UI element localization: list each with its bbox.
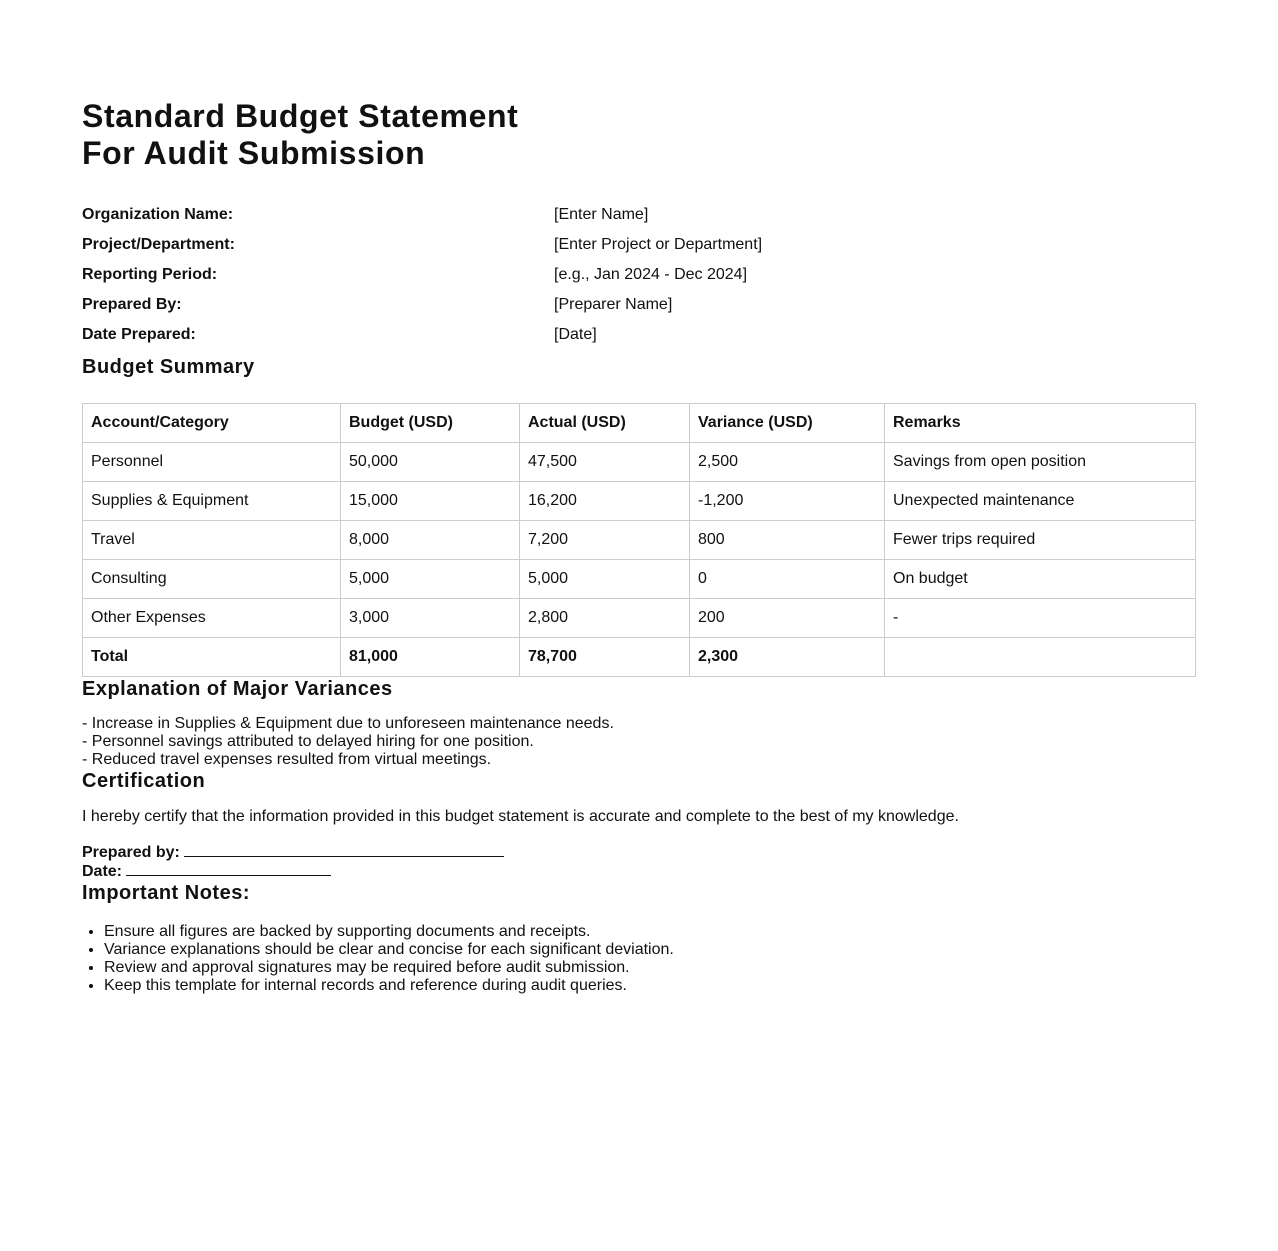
info-value: [Enter Name]	[554, 206, 649, 223]
date-label: Date:	[82, 863, 123, 880]
total-cell: Total	[83, 638, 341, 677]
table-cell: 5,000	[341, 560, 520, 599]
table-cell: 5,000	[520, 560, 690, 599]
info-label: Prepared By:	[82, 296, 182, 313]
info-label: Reporting Period:	[82, 266, 218, 283]
table-row	[83, 521, 1196, 560]
budget-summary-heading: Budget Summary	[82, 356, 255, 378]
column-header: Remarks	[885, 404, 1196, 443]
table-cell: Personnel	[83, 443, 341, 482]
total-cell	[885, 638, 1196, 677]
column-header: Actual (USD)	[520, 404, 690, 443]
table-cell: Consulting	[83, 560, 341, 599]
table-cell: 200	[690, 599, 885, 638]
table-cell: On budget	[885, 560, 1196, 599]
table-cell: 50,000	[341, 443, 520, 482]
list-item: • Variance explanations should be clear and concise for each significant deviation.	[104, 941, 1196, 959]
info-row-project	[82, 235, 1196, 265]
title-line-2: For Audit Submission	[82, 135, 426, 171]
prepared-by-label: Prepared by:	[82, 844, 180, 861]
variance-line: - Reduced travel expenses resulted from virtual meetings.	[82, 751, 492, 768]
list-item: • Review and approval signatures may be required before audit submission.	[104, 959, 1196, 977]
important-notes-heading: Important Notes:	[82, 882, 250, 904]
table-cell: 15,000	[341, 482, 520, 521]
prepared-by-signature-line	[184, 843, 504, 857]
table-cell: Other Expenses	[83, 599, 341, 638]
date-line	[82, 862, 1196, 881]
info-value: [e.g., Jan 2024 - Dec 2024]	[554, 266, 748, 283]
column-header: Budget (USD)	[341, 404, 520, 443]
date-signature-line	[126, 862, 331, 876]
total-cell: 78,700	[520, 638, 690, 677]
info-row-date-prepared	[82, 325, 1196, 355]
info-label: Date Prepared:	[82, 326, 196, 343]
total-cell: 81,000	[341, 638, 520, 677]
list-item: • Ensure all figures are backed by supporting documents and receipts.	[104, 923, 1196, 941]
prepared-by-line	[82, 843, 1196, 862]
info-value: [Enter Project or Department]	[554, 236, 763, 253]
budget-statement-document	[82, 98, 1196, 995]
table-cell: 47,500	[520, 443, 690, 482]
info-label: Organization Name:	[82, 206, 234, 223]
table-cell: Travel	[83, 521, 341, 560]
certification-heading: Certification	[82, 770, 206, 792]
info-row-organization	[82, 205, 1196, 235]
document-title	[82, 98, 1196, 172]
table-cell: 2,500	[690, 443, 885, 482]
table-cell: 16,200	[520, 482, 690, 521]
table-cell: Supplies & Equipment	[83, 482, 341, 521]
list-item: • Keep this template for internal records and reference during audit queries.	[104, 977, 1196, 995]
title-line-1: Standard Budget Statement	[82, 98, 519, 134]
column-header: Variance (USD)	[690, 404, 885, 443]
info-row-period	[82, 265, 1196, 295]
table-cell: Unexpected maintenance	[885, 482, 1196, 521]
table-cell: 8,000	[341, 521, 520, 560]
variances-heading: Explanation of Major Variances	[82, 678, 393, 700]
table-row	[83, 443, 1196, 482]
variance-line: - Personnel savings attributed to delayed hiring for one position.	[82, 733, 534, 750]
table-cell: -1,200	[690, 482, 885, 521]
table-cell: 2,800	[520, 599, 690, 638]
info-row-prepared-by	[82, 295, 1196, 325]
budget-summary-table	[82, 403, 1196, 677]
table-cell: Savings from open position	[885, 443, 1196, 482]
table-cell: 800	[690, 521, 885, 560]
table-cell: 7,200	[520, 521, 690, 560]
info-value: [Date]	[554, 326, 597, 343]
table-cell: 3,000	[341, 599, 520, 638]
total-cell: 2,300	[690, 638, 885, 677]
signature-block	[82, 843, 1196, 881]
info-label: Project/Department:	[82, 236, 235, 253]
table-total-row	[83, 638, 1196, 677]
table-cell: Fewer trips required	[885, 521, 1196, 560]
certification-text: I hereby certify that the information provided in this budget statement is accurate and complete to the best of my knowledge.	[82, 808, 959, 825]
table-cell: 0	[690, 560, 885, 599]
info-value: [Preparer Name]	[554, 296, 673, 313]
document-info	[82, 205, 1196, 355]
column-header: Account/Category	[83, 404, 341, 443]
table-cell: -	[885, 599, 1196, 638]
variance-explanations	[82, 715, 1196, 769]
table-row	[83, 482, 1196, 521]
table-header-row	[83, 404, 1196, 443]
variance-line: - Increase in Supplies & Equipment due to unforeseen maintenance needs.	[82, 715, 614, 732]
table-row	[83, 560, 1196, 599]
table-row	[83, 599, 1196, 638]
important-notes-list	[82, 923, 1196, 995]
